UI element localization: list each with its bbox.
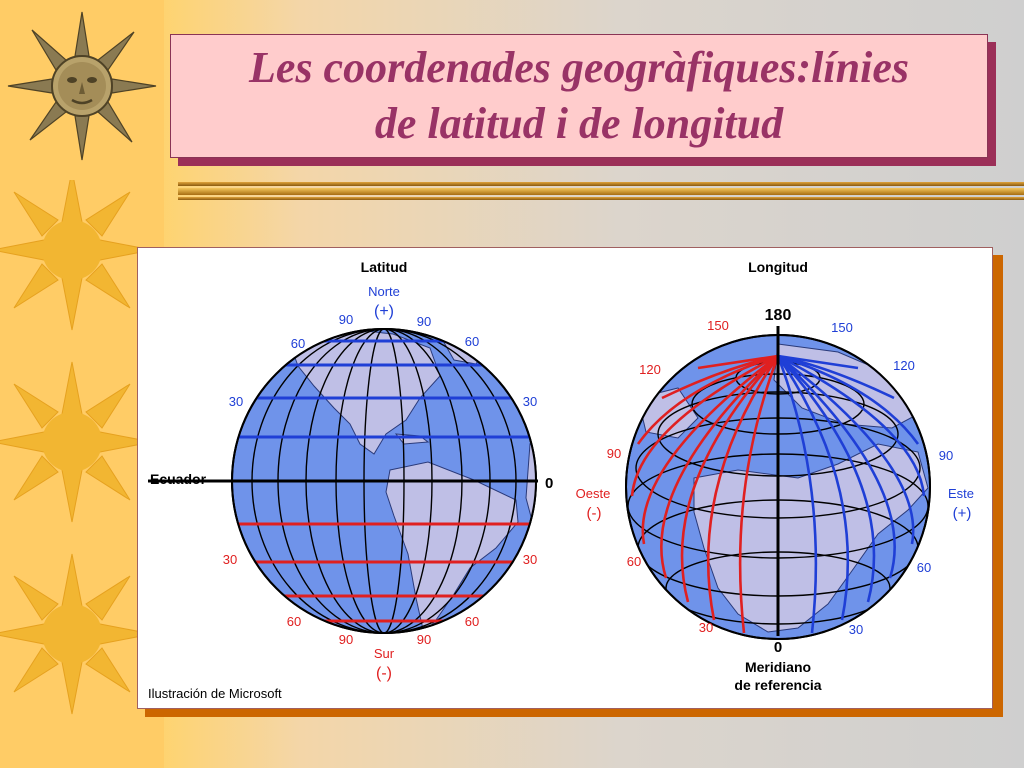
lat-north-90-right: 90 xyxy=(416,314,432,329)
lat-south-60-right: 60 xyxy=(464,614,480,629)
lon-west-30: 30 xyxy=(698,620,714,635)
lon-west-150: 150 xyxy=(707,318,729,333)
lat-north-30-left: 30 xyxy=(228,394,244,409)
lat-north-60-left: 60 xyxy=(290,336,306,351)
divider-rule-main xyxy=(178,188,1024,195)
divider-rule-bottom xyxy=(178,197,1024,200)
lat-north-60-right: 60 xyxy=(464,334,480,349)
globes-svg xyxy=(138,248,994,710)
lon-east-60: 60 xyxy=(916,560,932,575)
north-sign: (+) xyxy=(374,303,394,320)
meridian-label-line2: de referencia xyxy=(734,677,822,693)
lon-east-90: 90 xyxy=(938,448,954,463)
latitude-globe xyxy=(148,328,570,634)
south-label: Sur xyxy=(373,646,395,661)
lon-east-150: 150 xyxy=(831,320,853,335)
lat-south-90-right: 90 xyxy=(416,632,432,647)
lon-west-60: 60 xyxy=(626,554,642,569)
east-label: Este xyxy=(947,486,975,501)
sun-face-icon xyxy=(4,8,160,168)
globes-figure xyxy=(137,247,993,709)
slide-title xyxy=(184,40,974,152)
lat-north-90-left: 90 xyxy=(338,312,354,327)
equator-value: 0 xyxy=(545,475,554,492)
title-box xyxy=(170,34,988,158)
east-sign: (+) xyxy=(952,505,972,522)
slide-title-line2: de latitud i de longitud xyxy=(374,99,784,148)
south-sign: (-) xyxy=(376,665,392,682)
longitude-heading: Longitud xyxy=(748,259,808,275)
lat-north-30-right: 30 xyxy=(522,394,538,409)
lat-south-30-left: 30 xyxy=(222,552,238,567)
lon-east-120: 120 xyxy=(893,358,915,373)
latitude-heading: Latitud xyxy=(360,259,408,275)
divider-rule-top xyxy=(178,182,1024,186)
longitude-globe xyxy=(626,326,930,639)
lat-south-60-left: 60 xyxy=(286,614,302,629)
lon-180-value: 180 xyxy=(764,307,792,324)
lon-east-30: 30 xyxy=(848,622,864,637)
lat-south-30-right: 30 xyxy=(522,552,538,567)
west-sign: (-) xyxy=(586,505,602,522)
lon-0-value: 0 xyxy=(773,639,783,656)
equator-label: Ecuador xyxy=(150,471,207,487)
lat-south-90-left: 90 xyxy=(338,632,354,647)
lon-west-120: 120 xyxy=(639,362,661,377)
meridian-label-line1: Meridiano xyxy=(744,659,812,675)
lon-west-90: 90 xyxy=(606,446,622,461)
slide-title-line1: Les coordenades geogràfiques:línies xyxy=(249,43,909,92)
west-label: Oeste xyxy=(575,486,611,501)
north-label: Norte xyxy=(368,284,400,299)
image-credit: Ilustración de Microsoft xyxy=(148,686,282,701)
